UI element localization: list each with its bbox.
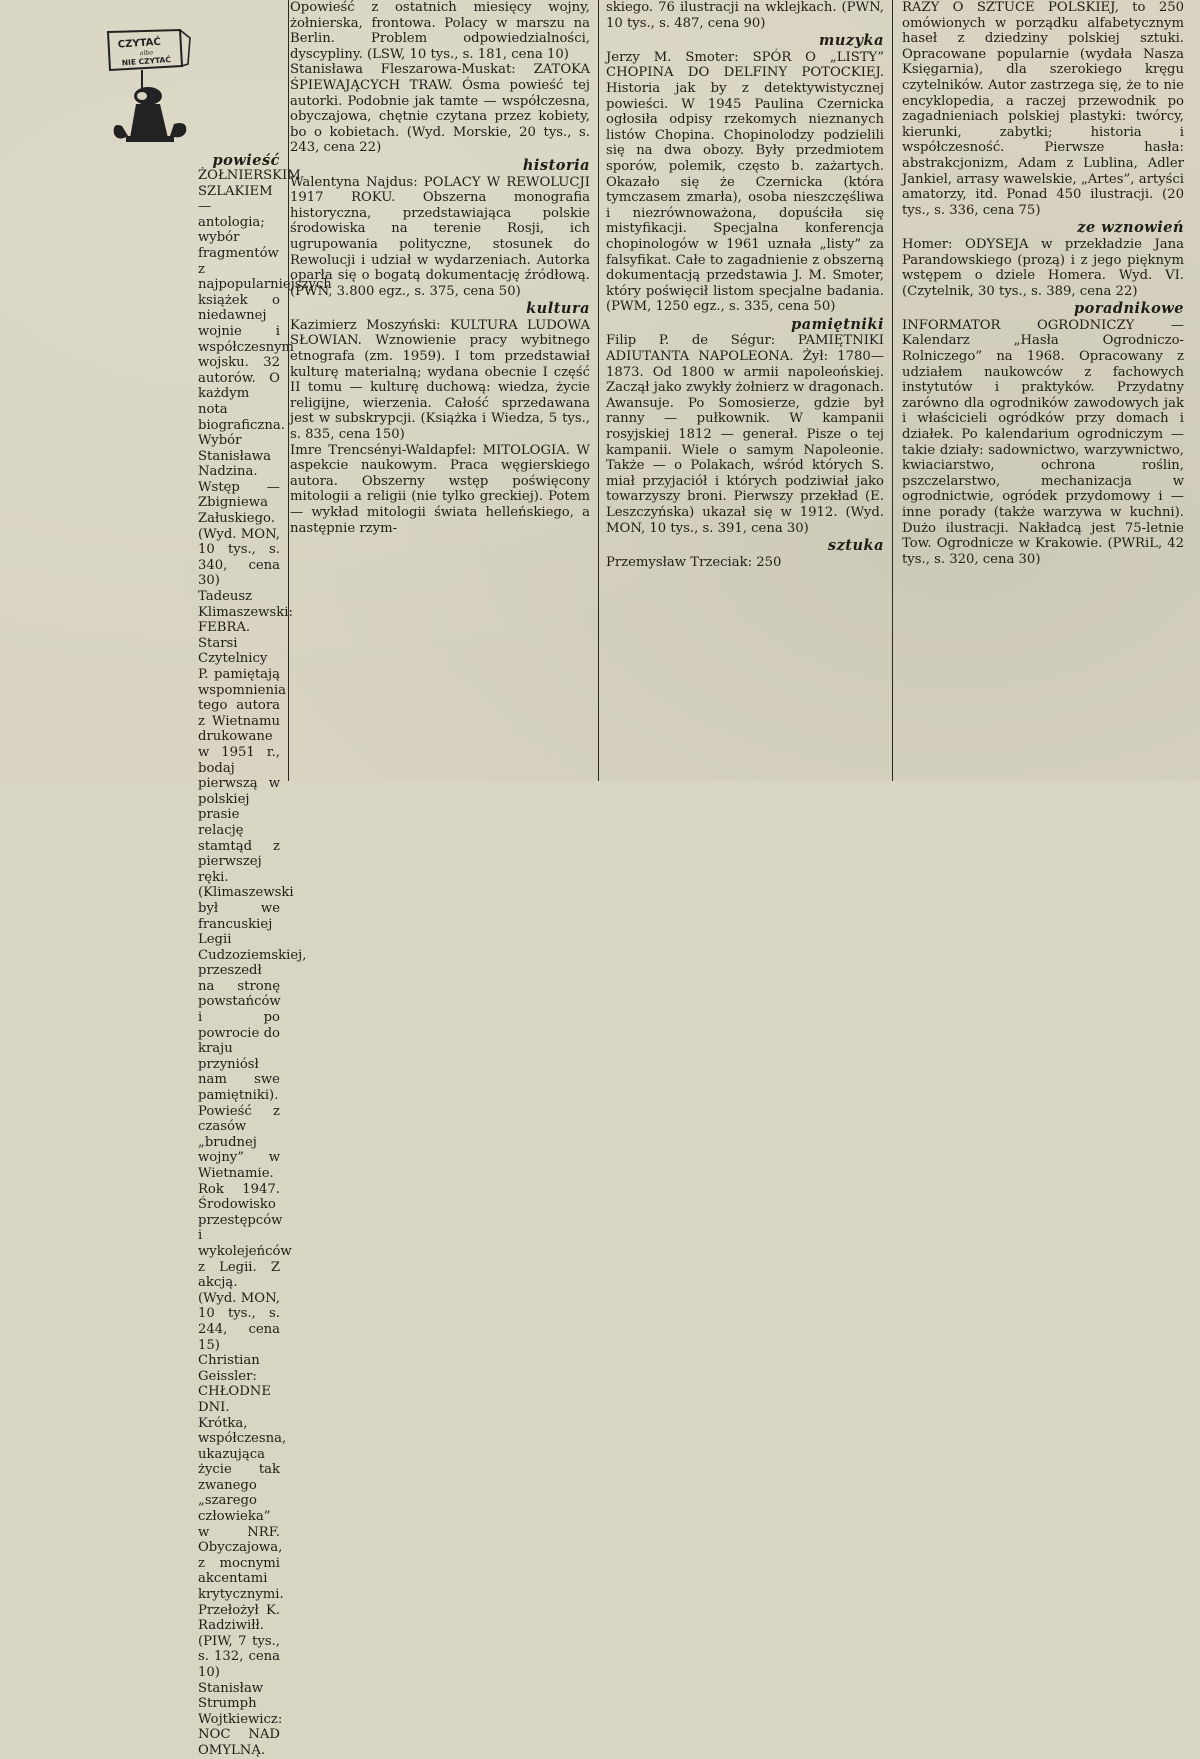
column-1-entry: Tadeusz Klimaszewski: FEBRA. Starsi Czytelnicy P. pamiętają wspomnienia tego autora z Wietnamu drukowane w 1951 r., bodaj pierwszą w polskiej prasie relację stamtąd z pierwszej ręki. (Klimaszewski był we francuskiej Legii Cudzoziemskiej, przeszedł na stronę powstańców i po powrocie do kraju przyniósł nam swe pamiętniki). Powieść z czasów „brudnej wojny” w Wietnamie. Rok 1947. Środowisko przestępców i wykolejeńców z Legii. Z akcją. (Wyd. MON, 10 tys., s. 244, cena 15): [198, 589, 307, 1353]
section-heading-historia: historia: [522, 156, 590, 174]
column-4: [902, 0, 1184, 781]
column-1: [198, 150, 280, 170]
column-divider-3: [892, 0, 893, 781]
entry-najdus: Walentyna Najdus: POLACY W REWOLUCJI 1917 ROKU. Obszerna monografia historyczna, przedstawiająca polskie środowiska na terenie Rosji, ich ugrupowania polityczne, stosunek do Rewolucji i udział w wydarzeniach. Autorka oparła się o bogatą dokumentację źródłową. (PWN, 3.800 egz., s. 375, cena 50): [290, 174, 590, 299]
entry-fleszarowa: Stanisława Fleszarowa-Muskat: ZATOKA ŚPIEWAJĄCYCH TRAW. Ósma powieść tej autorki. Podobnie jak tamte — współczesna, obyczajowa, chętnie czytana przez kobiety, bo o kobietach. (Wyd. Morskie, 20 tys., s. 243, cena 22): [290, 62, 590, 156]
entry-nocnadomylna-cont: Opowieść z ostatnich miesięcy wojny, żołnierska, frontowa. Polacy w marszu na Berlin. Problem odpowiedzialności, dyscypliny. (LSW, 10 tys., s. 181, cena 10): [290, 0, 590, 62]
column-3: [606, 0, 884, 781]
entry-trzeciak-cont: RAZY O SZTUCE POLSKIEJ, to 250 omówionych w porządku alfabetycznym haseł z dziedziny polskiej sztuki. Opracowane popularnie (wydała Nasza Księgarnia), dla szerokiego kręgu czytelników. Autor zastrzega się, że to nie encyklopedia, a raczej przewodnik po zagadnieniach polskiej plastyki: twórcy, kierunki, zabytki; historia i współczesność. Pierwsze hasła: abstrakcjonizm, Adam z Lublina, Adler Jankiel, arrasy wawelskie, „Artes”, artyści amatorzy, itd. Ponad 450 ilustracji. (20 tys., s. 336, cena 75): [902, 0, 1184, 218]
column-divider-1: [288, 0, 289, 781]
czytac-albo-nie-czytac-logo: [102, 26, 198, 146]
section-heading-sztuka: sztuka: [827, 537, 884, 555]
entry-homer: Homer: ODYSEJA w przekładzie Jana Parandowskiego (prozą) i z jego pięknym wstępem o dziele Homera. Wyd. VI. (Czytelnik, 30 tys., s. 389, cena 22): [902, 236, 1184, 299]
section-heading-muzyka: muzyka: [819, 32, 884, 50]
column-1-text: [198, 168, 332, 1758]
column-1-entry: ŻOŁNIERSKIM SZLAKIEM — antologia; wybór fragmentów z najpopularniejszych książek o niedawnej wojnie i współczesnym wojsku. 32 autorów. O każdym nota biograficzna. Wybór Stanisława Nadzina. Wstęp — Zbigniewa Załuskiego. (Wyd. MON, 10 tys., s. 340, cena 30): [198, 168, 332, 589]
column-1-entry: Christian Geissler: CHŁODNE DNI. Krótka, współczesna, ukazująca życie tak zwanego „szarego człowieka” w NRF. Obyczajowa, z mocnymi akcentami krytycznymi. Przełożył K. Radziwiłł. (PIW, 7 tys., s. 132, cena 10): [198, 1353, 287, 1680]
entry-mitologia-cont: skiego. 76 ilustracji na wklejkach. (PWN, 10 tys., s. 487, cena 90): [606, 0, 884, 31]
section-heading-pamietniki: pamiętniki: [791, 315, 884, 333]
section-heading-kultura: kultura: [526, 300, 590, 318]
section-heading-poradnikowe: poradnikowe: [1074, 300, 1184, 318]
entry-trencsenyi: Imre Trencsényi-Waldapfel: MITOLOGIA. W aspekcie naukowym. Praca węgierskiego autora. Obszerny wstęp poświęcony mitologii a religii (nie tylko greckiej). Potem — wykład mitologii świata helleńskiego, a następnie rzym-: [290, 442, 590, 536]
section-heading-ze-wznowien: ze wznowień: [1077, 219, 1184, 237]
entry-smoter: Jerzy M. Smoter: SPÓR O „LISTY” CHOPINA DO DELFINY POTOCKIEJ. Historia jak by z detektywistycznej powieści. W 1945 Paulina Czernicka ogłosiła odpisy rzekomych nieznanych listów Chopina. Chopinolodzy podzielili się na dwa obozy. Były przedmiotem sporów, polemik, często b. zażartych. Okazało się że Czernicka (która tymczasem zmarła), osoba nieszczęśliwa i niezrównoważona, dopuściła się mistyfikacji. Specjalna konferencja chopinologów w 1961 uznała „listy” za falsyfikat. Całe to zagadnienie z obszerną dokumentacją przedstawia J. M. Smoter, który poświęcił listom specjalne badania. (PWM, 1250 egz., s. 335, cena 50): [606, 49, 884, 315]
column-divider-2: [598, 0, 599, 781]
section-heading-powiesc: powieść: [212, 152, 280, 169]
entry-moszynski: Kazimierz Moszyński: KULTURA LUDOWA SŁOWIAN. Wznowienie pracy wybitnego etnografa (zm. 1959). I tom przedstawiał kulturę materialną; wydana obecnie I część II tomu — kulturę duchową: wiedza, życie religijne, wierzenia. Całość sprzedawana jest w subskrypcji. (Książka i Wiedza, 5 tys., s. 835, cena 150): [290, 317, 590, 443]
entry-segur: Filip P. de Ségur: PAMIĘTNIKI ADIUTANTA NAPOLEONA. Żył: 1780—1873. Od 1800 w armii napoleońskiej. Zaczął jako zwykły żołnierz w dragonach. Awansuje. Po Somosierze, gdzie był ranny — pułkownik. W kampanii rosyjskiej 1812 — generał. Pisze o tej kampanii. Wiele o samym Napoleonie. Także — o Polakach, wśród których S. miał przyjaciół i których podziwiał jako towarzyszy broni. Pierwszy przekład (E. Leszczyńska) ukazał się w 1912. (Wyd. MON, 10 tys., s. 391, cena 30): [606, 333, 884, 536]
logo-line1: CZYTAĆ: [117, 36, 162, 51]
logo-line3: NIE CZYTAĆ: [121, 54, 172, 68]
logo-line2: albo: [139, 49, 154, 58]
entry-trzeciak: Przemysław Trzeciak: 250: [606, 554, 782, 570]
entry-informator: INFORMATOR OGRODNICZY — Kalendarz „Hasła Ogrodniczo-Rolniczego” na 1968. Opracowany z udziałem naukowców z fachowych instytutów i praktyków. Przydatny zarówno dla ogrodników zawodowych jak i właścicieli ogródków przy domach i działek. Po kalendarium ogrodniczym — takie działy: sadownictwo, warzywnictwo, kwiaciarstwo, ochrona roślin, pszczelarstwo, mechanizacja w ogrodnictwie, ogródek przydomowy i — inne porady (także warzywa w kuchni). Dużo ilustracji. Nakładcą jest 75-letnie Tow. Ogrodnicze w Krakowie. (PWRiL, 42 tys., s. 320, cena 30): [902, 317, 1184, 567]
column-1-entry: Stanisław Strumph Wojtkiewicz: NOC NAD OMYLNĄ.: [198, 1680, 283, 1758]
column-2: [290, 0, 590, 781]
